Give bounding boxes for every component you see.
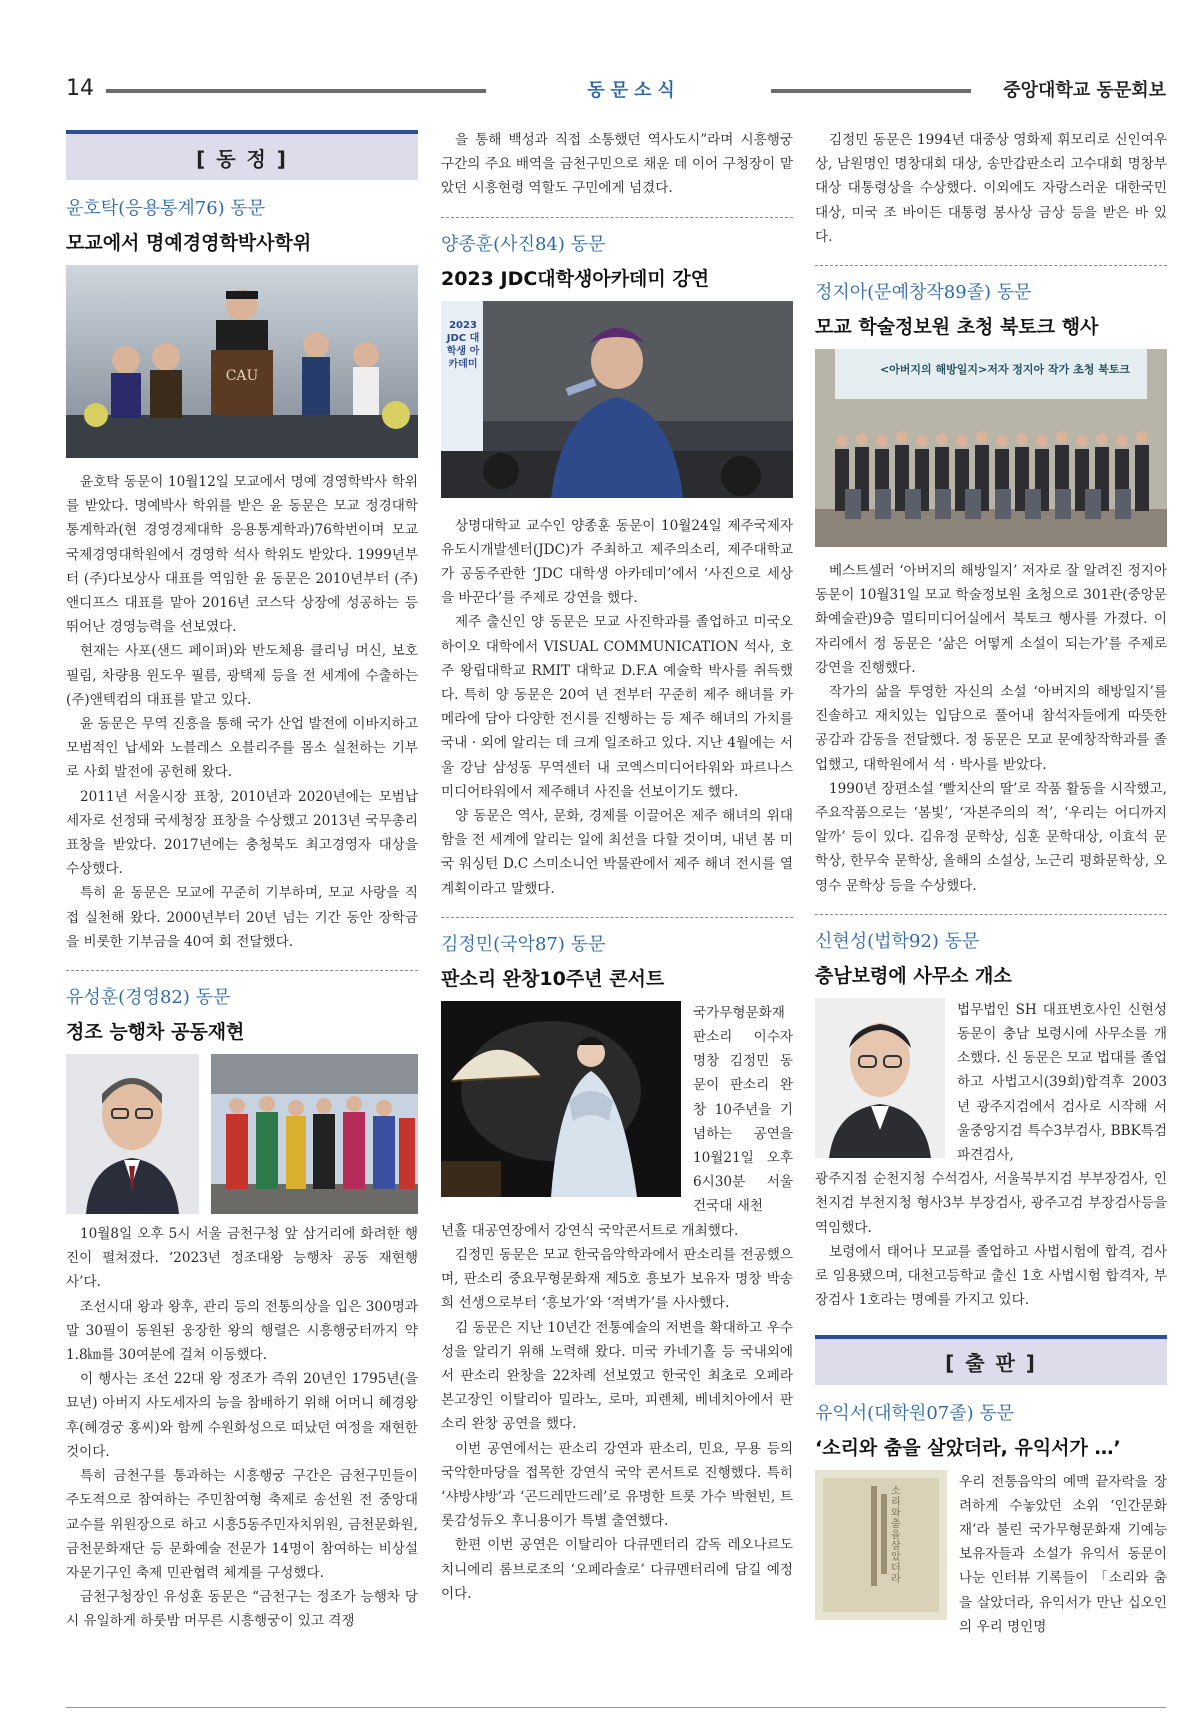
article-name: 유익서(대학원07졸) 동문 (815, 1402, 1015, 1424)
body-paragraph: 김 동문은 지난 10년간 전통예술의 저변을 확대하고 우수성을 알리기 위해 노력해 왔다. 미국 카네기홀 등 국내외에서 판소리 완창을 22차례 선보였고 한국인 최초로 오페라 본고장인 이탈리아 밀라노, 로마, 피렌체, 베네치아에서 판소리 완창 공연을 했다. (441, 1319, 793, 1433)
article-body (441, 1001, 793, 1606)
article-headline: 2023 JDC대학생아카데미 강연 (441, 267, 710, 290)
royal-procession-photo (211, 1054, 418, 1214)
article-name: 신현성(법학92) 동문 (815, 930, 980, 952)
article-body (66, 470, 418, 954)
footer-rule (66, 1707, 1166, 1708)
article-divider (66, 970, 418, 971)
body-paragraph: 한편 이번 공연은 이탈리아 다큐멘터리 감독 레오나르도 치니에리 롬브로조의 ‘오페라솔로’ 다큐멘터리에 담길 예정이다. (441, 1537, 793, 1602)
svg-text:CAU: CAU (225, 368, 259, 384)
continued-paragraph: 김정민 동문은 1994년 대중상 영화제 휘모리로 신인여우상, 남원명인 명창대회 대상, 송만갑판소리 고수대회 명창부 대상 대통령상을 수상했다. 이외에도 자랑스러운 대한국민대상, 미국 조 바이든 대통령 봉사상 금상 등을 받은 바 있다. (815, 132, 1167, 245)
pansori-performance-photo (441, 1001, 681, 1197)
body-paragraph: 윤호탁 동문이 10월12일 모교에서 명예 경영학박사 학위를 받았다. 명예박사 학위를 받은 윤 동문은 모교 정경대학 통계학과(현 경영경제대학 응용통계학과)76학번이며 모교 국제경영대학원에서 경영학 석사 학위도 받았다. 1999년부터 (주)다보상사 대표를 역임한 윤 동문은 2010년부터 (주)앤디프스 대표를 맡아 2016년 코스닥 상장에 성공하는 등 뛰어난 경영능력을 선보였다. (66, 474, 418, 636)
body-paragraph: 1990년 장편소설 ‘빨치산의 딸’로 작품 활동을 시작했고, 주요작품으로는 ‘봄빛’, ‘자본주의의 적’, ‘우리는 어디까지 알까’ 등이 있다. 김유정 문학상, 심훈 문학대상, 이효석 문학상, 한무숙 문학상, 올해의 소설상, 노근리 평화문학상, 오영수 문학상 등을 수상했다. (815, 780, 1167, 894)
article-name: 양종훈(사진84) 동문 (441, 233, 606, 255)
body-paragraph: 2011년 서울시장 표창, 2010년과 2020년에는 모범납세자로 선정돼 국세청장 표창을 수상했고 2013년 국무총리 표창을 받았다. 2017년에는 충청북도 최고경영자 대상을 수상했다. (66, 788, 418, 878)
portrait-photo (66, 1054, 199, 1214)
article-headline: ‘소리와 춤을 살았더라, 유익서가 …’ (815, 1436, 1121, 1459)
body-paragraph: 10월8일 오후 5시 서울 금천구청 앞 삼거리에 화려한 행진이 펼쳐졌다. ‘2023년 정조대왕 능행차 공동 재현행사’다. (66, 1226, 418, 1291)
page-header (66, 70, 1166, 110)
body-paragraph: 작가의 삶을 투영한 자신의 소설 ‘아버지의 해방일지’를 진솔하고 재치있는 입담으로 풀어내 참석자들에게 따뜻한 공감과 감동을 전달했다. 정 동문은 모교 문예창작학과를 졸업했고, 대학원에서 석 · 박사를 받았다. (815, 684, 1167, 773)
article-headline: 충남보령에 사무소 개소 (815, 964, 1012, 987)
continued-paragraph: 을 통해 백성과 직접 소통했던 역사도시”라며 시흥행궁 구간의 주요 배역을 금천구민으로 채운 데 이어 구청장이 맡았던 시흥현령 역할도 구민에게 넘겼다. (441, 132, 793, 197)
article-body (66, 1222, 418, 1633)
article-name: 정지아(문예창작89졸) 동문 (815, 282, 1032, 304)
page-number: 14 (66, 76, 94, 101)
wrapped-paragraph: 국가무형문화재 판소리 이수자 명창 김정민 동문이 판소리 완창 10주년을 기념하는 공연을 10월21일 오후6시30분 서울 건국대 새천 (693, 1004, 793, 1215)
body-paragraph: 김정민 동문은 모교 한국음악학과에서 판소리를 전공했으며, 판소리 중요무형문화재 제5호 흥보가 보유자 명창 박송희 선생으로부터 ‘흥보가’와 ‘적벽가’를 사사했다. (441, 1246, 793, 1312)
body-paragraph: 특히 금천구를 통과하는 시흥행궁 구간은 금천구민들이 주도적으로 참여하는 주민참여형 축제로 송선원 전 중앙대 교수를 위원장으로 하고 시흥5동주민자치위원, 금천문화원, 금천문화재단 등 문화예술 전문가 14명이 참여하는 비상설 자문기구인 축제 민관협력 체계를 구성했다. (66, 1468, 418, 1581)
article-body (441, 514, 793, 901)
book-cover-text: 소리와 춤을 살았더라 (891, 1485, 901, 1585)
article-headline: 모교 학술정보원 초청 북토크 행사 (815, 316, 1099, 339)
body-paragraph: 보령에서 태어나 모교를 졸업하고 사법시험에 합격, 검사로 임용됐으며, 대천고등학교 출신 1호 사법시험 합격자, 부장검사 1호라는 명예를 가지고 있다. (815, 1243, 1167, 1309)
body-paragraph: 조선시대 왕과 왕후, 관리 등의 전통의상을 입은 300명과 말 30필이 동원된 웅장한 왕의 행렬은 시흥행궁터까지 약 1.8㎞를 30여분에 걸쳐 이동했다. (66, 1298, 418, 1364)
article-body (815, 559, 1167, 898)
body-paragraph: 이번 공연에서는 판소리 강연과 판소리, 민요, 무용 등의 국악한마당을 접목한 강연식 국악 콘서트로 진행했다. 특히 ‘샤방샤방’과 ‘곤드레만드레’로 유명한 트롯 가수 박현빈, 트롯감성듀오 후니용이가 특별 출연했다. (441, 1440, 793, 1530)
article-headline: 판소리 완창10주년 콘서트 (441, 967, 665, 990)
body-paragraph: 년홀 대공연장에서 강연식 국악콘서트로 개최했다. (441, 1222, 739, 1239)
header-rule-right (771, 89, 971, 93)
book-cover-photo (815, 1470, 947, 1620)
body-paragraph: 광주지점 순천지청 수석검사, 서울북부지검 부부장검사, 인천지검 부천지청 형사3부 부장검사, 광주고검 부장검사등을 역임했다. (815, 1171, 1167, 1236)
body-paragraph: 양 동문은 역사, 문화, 경제를 이끌어온 제주 해녀의 위대함을 전 세계에 알리는 일에 최선을 다할 것이며, 내년 봄 미국 워싱턴 D.C 스미소니언 박물관에서 제주 해녀 전시를 열 계획이라고 말했다. (441, 808, 793, 897)
photo-row (66, 1054, 418, 1214)
article-divider (815, 265, 1167, 266)
wrapped-paragraph: 우리 전통음악의 예맥 끝자락을 장려하게 수놓았던 소위 ‘인간문화재’라 불린 국가무형문화재 기예능보유자들과 소설가 유익서 동문이 나눈 인터뷰 기록들이 「소리와 춤을 살았더라, 유익서가 만난 십오인의 우리 명인명 (959, 1473, 1167, 1635)
article-body (815, 1470, 1167, 1639)
column-3 (815, 130, 1167, 1639)
body-paragraph: 금천구청장인 유성훈 동문은 “금천구는 정조가 능행차 당시 유일하게 하룻밤 머무른 시흥행궁이 있고 격쟁 (66, 1589, 418, 1630)
portrait-photo (815, 998, 945, 1158)
book-talk-banner-text: <아버지의 해방일지>저자 정지아 작가 초청 북토크 (879, 363, 1131, 377)
header-rule-left (106, 89, 486, 93)
section-header-publication: [ 출 판 ] (815, 1335, 1167, 1385)
jdc-banner-text: 2023 JDC 대학생 아카데미 (446, 319, 480, 370)
column-2 (441, 130, 793, 1606)
article-name: 유성훈(경영82) 동문 (66, 987, 231, 1009)
body-paragraph: 윤 동문은 무역 진흥을 통해 국가 산업 발전에 이바지하고 모범적인 납세와 노블레스 오블리주를 몸소 실천하는 기부로 사회 발전에 공헌해 왔다. (66, 716, 418, 781)
body-paragraph: 베스트셀러 ‘아버지의 해방일지’ 저자로 잘 알려진 정지아 동문이 10월31일 모교 학술정보원 초청으로 301관(중앙문화예술관)9층 멀티미디어실에서 북토크 행사를 가졌다. 이 자리에서 정 동문은 ‘삶은 어떻게 소설이 되는가’를 주제로 강연을 진행했다. (815, 563, 1167, 676)
column-1 (66, 130, 418, 1634)
article-name: 김정민(국악87) 동문 (441, 933, 606, 955)
body-paragraph: 특히 윤 동문은 모교에 꾸준히 기부하며, 모교 사랑을 직접 실천해 왔다. 2000년부터 20년 넘는 기간 동안 장학금을 비롯한 기부금을 40여 회 전달했다. (66, 885, 418, 950)
article-divider (815, 914, 1167, 915)
body-paragraph: 상명대학교 교수인 양종훈 동문이 10월24일 제주국제자유도시개발센터(JDC)가 주최하고 제주의소리, 제주대학교가 공동주관한 ‘JDC 대학생 아카데미’에서 ‘사진으로 세상을 바꾼다’를 주제로 강연을 했다. (441, 517, 793, 607)
body-paragraph: 제주 출신인 양 동문은 모교 사진학과를 졸업하고 미국오하이오 대학에서 VISUAL COMMUNICATION 석사, 호주 왕립대학교 RMIT 대학교 D.F.A 예술학 박사를 취득했다. 특히 양 동문은 20여 년 전부터 꾸준히 제주 해녀를 카메라에 담아 다양한 전시를 진행하는 등 제주 해녀의 가치를 국내 · 외에 알리는 데 크게 일조하고 있다. 지난 4월에는 서울 강남 삼성동 무역센터 내 코엑스미디어타워와 파르나스미디어타워에서 제주해녀 사진을 선보이기도 했다. (441, 614, 793, 800)
lecture-photo (441, 301, 793, 498)
section-header-dongjeong: [ 동 정 ] (66, 130, 418, 180)
article-divider (441, 217, 793, 218)
article-divider (441, 917, 793, 918)
book-talk-group-photo (815, 349, 1167, 547)
body-paragraph: 이 행사는 조선 22대 왕 정조가 즉위 20년인 1795년(을묘년) 아버지 사도세자의 능을 참배하기 위해 어머니 혜경왕후(혜경궁 홍씨)와 함께 수원화성으로 떠났던 여정을 재현한 것이다. (66, 1371, 418, 1460)
article-body (815, 998, 1167, 1313)
wrapped-paragraph: 법무법인 SH 대표변호사인 신현성 동문이 충남 보령시에 사무소를 개소했다. 신 동문은 모교 법대를 졸업하고 사법고시(39회)합격후 2003년 광주지검에서 검사로 시작해 서울중앙지검 특수3부검사, BBK특검파견검사, (957, 1001, 1167, 1164)
body-paragraph: 현재는 사포(샌드 페이퍼)와 반도체용 클리닝 머신, 보호필림, 차량용 윈도우 필름, 광택제 등을 전 세계에 수출하는 (주)앤텍컴의 대표를 맡고 있다. (66, 643, 418, 708)
article-headline: 정조 능행차 공동재현 (66, 1021, 245, 1044)
article-name: 윤호탁(응용통계76) 동문 (66, 198, 266, 219)
graduation-ceremony-photo (66, 265, 418, 458)
article-headline: 모교에서 명예경영학박사학위 (66, 232, 312, 254)
paper-title: 중앙대학교 동문회보 (1003, 80, 1166, 101)
section-title: 동문소식 (587, 80, 681, 101)
